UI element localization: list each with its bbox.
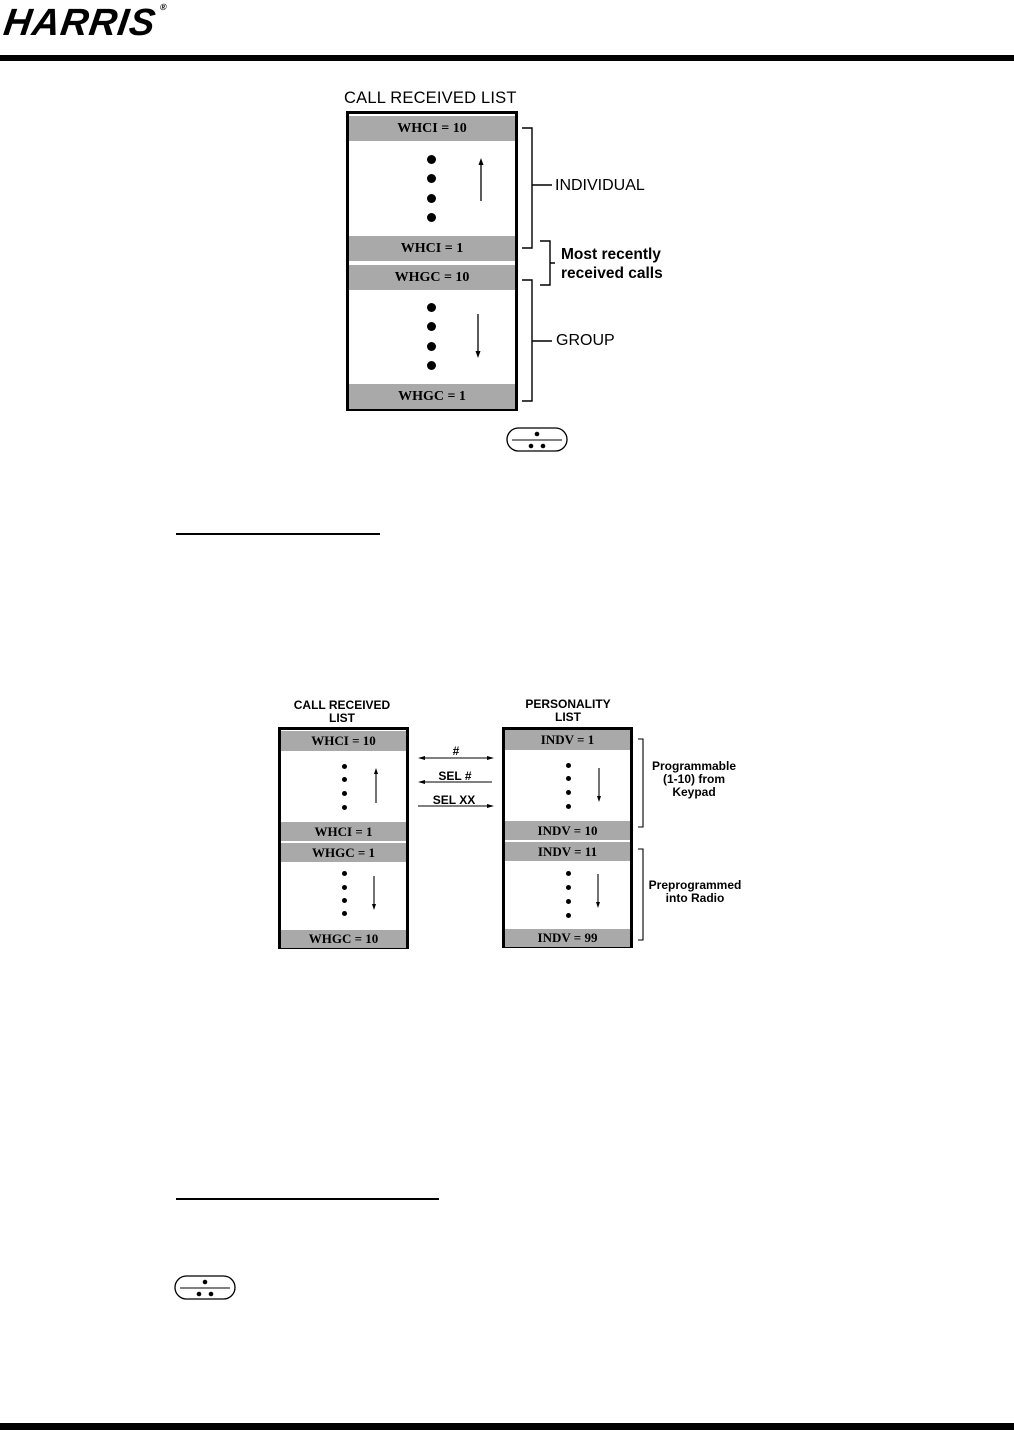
right-down-arrow-1-head bbox=[597, 796, 601, 802]
programmable-line1: Programmable bbox=[651, 759, 737, 773]
label-individual: INDIVIDUAL bbox=[555, 177, 645, 194]
preprogrammed-line1: Preprogrammed bbox=[648, 878, 742, 892]
programmable-bracket bbox=[638, 739, 643, 827]
fig2-band: INDV = 1 bbox=[505, 730, 630, 750]
arrow-label-hash: # bbox=[452, 744, 460, 758]
programmable-line2: (1-10) from bbox=[662, 772, 725, 786]
fig2-left-title-line2: LIST bbox=[329, 711, 355, 725]
label-group: GROUP bbox=[556, 332, 615, 349]
key-button-icon bbox=[174, 1275, 236, 1301]
fig2-right-title-line1: PERSONALITY bbox=[525, 697, 611, 711]
preprogrammed-bracket bbox=[638, 849, 643, 940]
left-down-arrow-head bbox=[372, 904, 376, 910]
band-whgc-1: WHGC = 1 bbox=[349, 384, 515, 409]
programmable-label bbox=[644, 760, 744, 799]
figure1-title: CALL RECEIVED LIST bbox=[344, 89, 517, 107]
arrow-label-sel-xx: SEL XX bbox=[432, 793, 476, 807]
right-down-arrow-2-head bbox=[596, 902, 600, 908]
arrow-label-sel-hash: SEL # bbox=[438, 769, 472, 783]
left-up-arrow-head bbox=[374, 768, 378, 774]
band-whgc-10: WHGC = 10 bbox=[349, 265, 515, 290]
preprogrammed-line2: into Radio bbox=[665, 891, 725, 905]
harris-logo: HARRIS® bbox=[1, 2, 169, 44]
band-whci-1: WHCI = 1 bbox=[349, 236, 515, 261]
label-recent-line1: Most recently bbox=[561, 246, 661, 263]
footer-rule bbox=[0, 1423, 1014, 1430]
preprogrammed-label bbox=[644, 879, 746, 905]
fig2-band: WHGC = 1 bbox=[281, 843, 406, 862]
fig2-band: INDV = 11 bbox=[505, 842, 630, 861]
fig2-band: WHCI = 10 bbox=[281, 731, 406, 751]
section-heading-underline bbox=[176, 1198, 439, 1200]
label-recent-line2: received calls bbox=[561, 265, 663, 282]
fig2-band: INDV = 99 bbox=[505, 929, 630, 947]
fig2-right-title-line2: LIST bbox=[555, 710, 581, 724]
fig2-band: INDV = 10 bbox=[505, 821, 630, 840]
fig2-band: WHCI = 1 bbox=[281, 822, 406, 841]
fig2-band: WHGC = 10 bbox=[281, 930, 406, 948]
fig2-left-title-line1: CALL RECEIVED bbox=[293, 698, 391, 712]
programmable-line3: Keypad bbox=[672, 785, 716, 799]
band-whci-10: WHCI = 10 bbox=[349, 116, 515, 141]
